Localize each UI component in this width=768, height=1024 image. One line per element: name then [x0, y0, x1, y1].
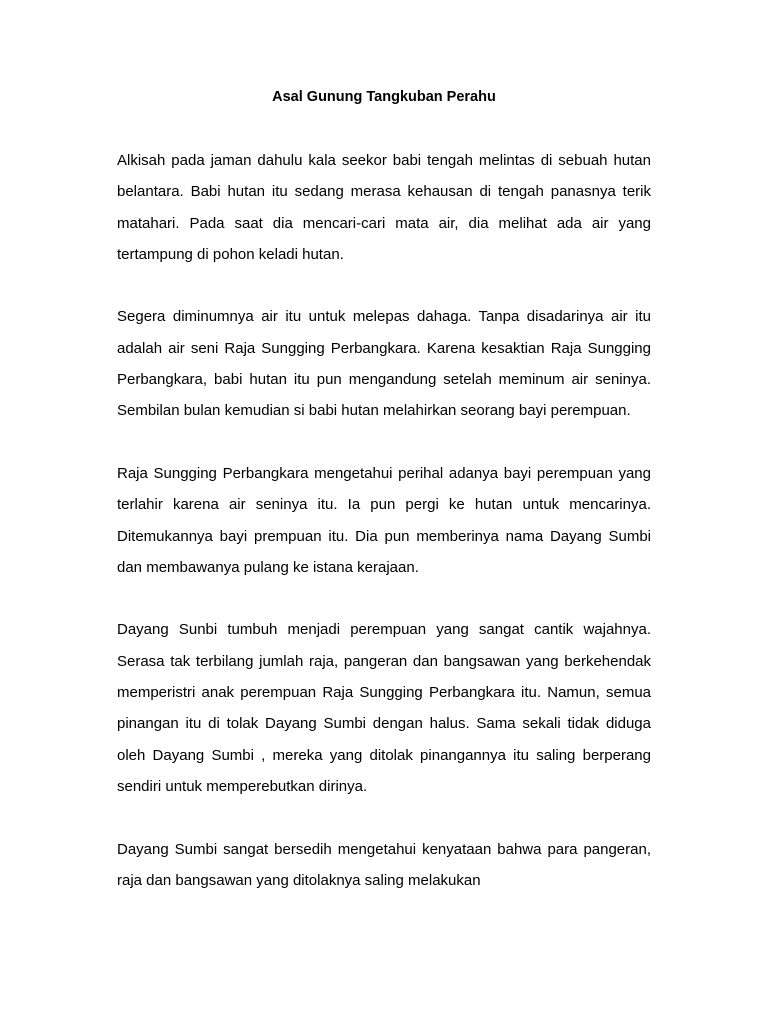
- paragraph: Dayang Sunbi tumbuh menjadi perempuan yang sangat cantik wajahnya. Serasa tak terbilang jumlah raja, pangeran dan bangsawan yang berkehendak memperistri anak perempuan Raja Sungging Perbangkara itu. Namun, semua pinangan itu di tolak Dayang Sumbi dengan halus. Sama sekali tidak diduga oleh Dayang Sumbi , mereka yang ditolak pinangannya itu saling berperang sendiri untuk memperebutkan dirinya.: [117, 621, 651, 795]
- paragraph: Segera diminumnya air itu untuk melepas dahaga. Tanpa disadarinya air itu adalah air seni Raja Sungging Perbangkara. Karena kesaktian Raja Sungging Perbangkara, babi hutan itu pun mengandung setelah meminum air seninya. Sembilan bulan kemudian si babi hutan melahirkan seorang bayi perempuan.: [117, 308, 651, 420]
- paragraph: Dayang Sumbi sangat bersedih mengetahui kenyataan bahwa para pangeran, raja dan bangsawan yang ditolaknya saling melakukan: [117, 840, 651, 889]
- document-body: [117, 145, 651, 927]
- paragraph: Alkisah pada jaman dahulu kala seekor babi tengah melintas di sebuah hutan belantara. Babi hutan itu sedang merasa kehausan di tengah panasnya terik matahari. Pada saat dia mencari-cari mata air, dia melihat ada air yang tertampung di pohon keladi hutan.: [117, 152, 651, 263]
- document-title: Asal Gunung Tangkuban Perahu: [272, 89, 496, 105]
- paragraph: Raja Sungging Perbangkara mengetahui perihal adanya bayi perempuan yang terlahir karena air seninya itu. Ia pun pergi ke hutan untuk mencarinya. Ditemukannya bayi prempuan itu. Dia pun memberinya nama Dayang Sumbi dan membawanya pulang ke istana kerajaan.: [117, 464, 651, 576]
